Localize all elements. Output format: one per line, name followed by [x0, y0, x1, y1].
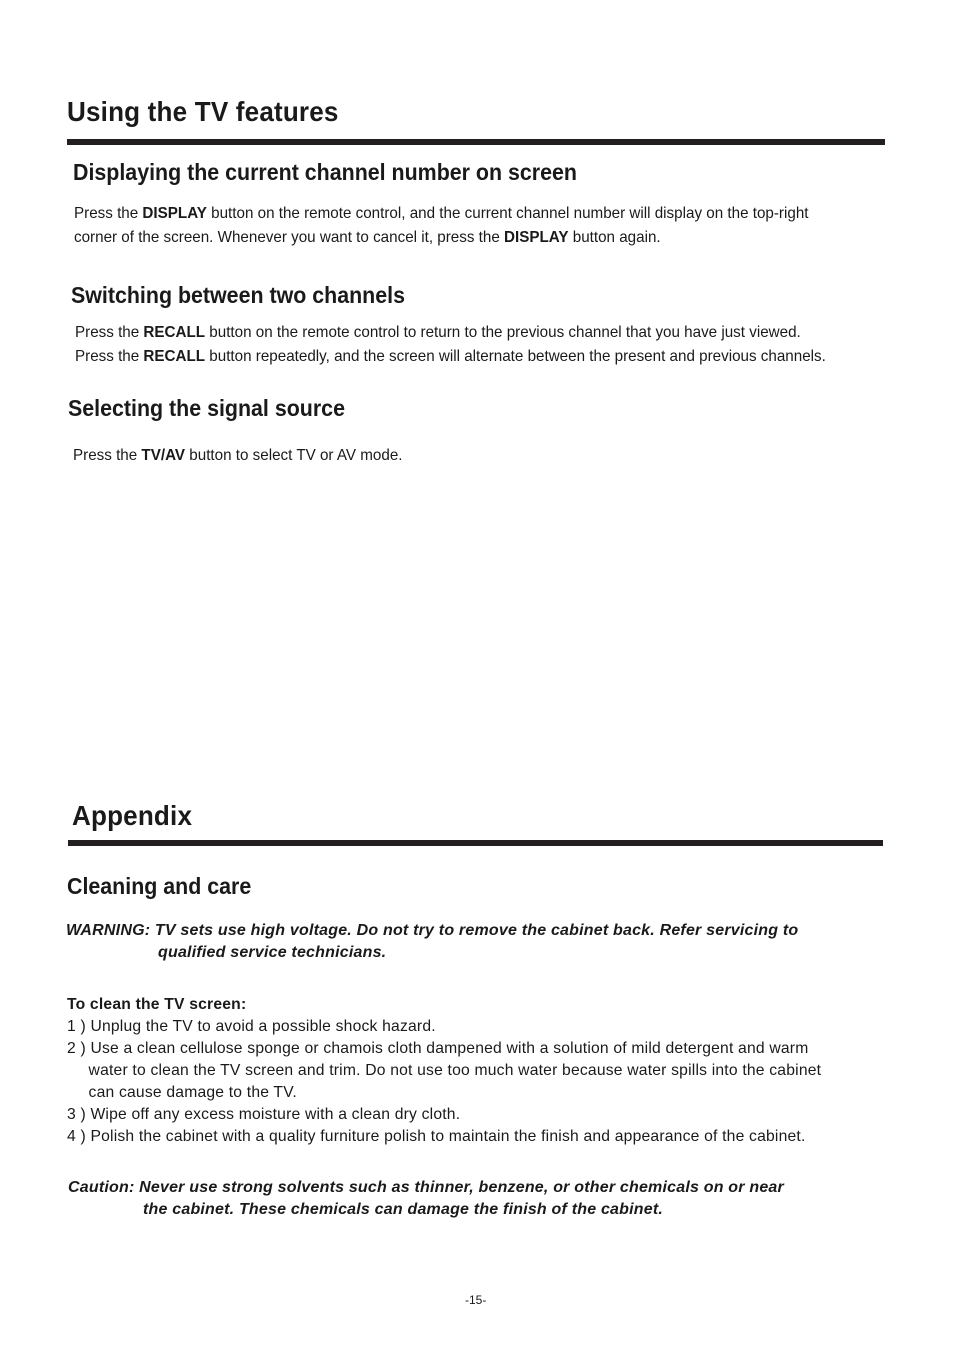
heading-signal-source: Selecting the signal source	[68, 395, 345, 421]
list-item: 1 ) Unplug the TV to avoid a possible shock hazard.	[67, 1018, 436, 1035]
section-title-appendix: Appendix	[72, 800, 193, 831]
clean-subheading: To clean the TV screen:	[67, 996, 247, 1013]
heading-switching-channels: Switching between two channels	[71, 282, 405, 308]
paragraph-display-channel	[74, 202, 809, 250]
section-title-tv-features: Using the TV features	[67, 96, 339, 127]
list-item: can cause damage to the TV.	[88, 1084, 297, 1101]
heading-display-channel: Displaying the current channel number on screen	[73, 159, 577, 185]
warning-note	[66, 920, 798, 964]
heading-cleaning-care: Cleaning and care	[67, 873, 252, 899]
paragraph-line: Press the DISPLAY button on the remote control, and the current channel number will display on the top-right	[74, 205, 809, 222]
paragraph-signal-source	[73, 444, 403, 468]
paragraph-line: Press the RECALL button repeatedly, and the screen will alternate between the present and previous channels.	[75, 348, 826, 365]
list-item: 2 ) Use a clean cellulose sponge or chamois cloth dampened with a solution of mild detergent and warm	[67, 1040, 809, 1057]
button-name: DISPLAY	[504, 229, 569, 246]
title-rule	[68, 840, 883, 846]
title-rule	[67, 139, 885, 145]
warning-line: WARNING: TV sets use high voltage. Do not try to remove the cabinet back. Refer servicing to	[66, 922, 799, 939]
warning-line: qualified service technicians.	[158, 944, 387, 961]
caution-note	[68, 1177, 784, 1221]
list-item: 4 ) Polish the cabinet with a quality furniture polish to maintain the finish and appearance of the cabinet.	[67, 1128, 806, 1145]
list-item: 3 ) Wipe off any excess moisture with a clean dry cloth.	[67, 1106, 461, 1123]
button-name: DISPLAY	[142, 205, 207, 222]
list-item: water to clean the TV screen and trim. Do not use too much water because water spills into the cabinet	[88, 1062, 822, 1079]
caution-line: Caution: Never use strong solvents such as thinner, benzene, or other chemicals on or near	[68, 1179, 784, 1196]
button-name: RECALL	[143, 324, 206, 341]
button-name: TV/AV	[141, 447, 186, 464]
cleaning-steps	[67, 994, 821, 1148]
button-name: RECALL	[143, 348, 206, 365]
paragraph-line: corner of the screen. Whenever you want to cancel it, press the DISPLAY button again.	[74, 229, 661, 246]
paragraph-line: Press the RECALL button on the remote control to return to the previous channel that you have just viewed.	[75, 324, 801, 341]
paragraph-switching-channels	[75, 321, 826, 369]
caution-line: the cabinet. These chemicals can damage the finish of the cabinet.	[143, 1201, 664, 1218]
page-number: -15-	[465, 1293, 487, 1307]
paragraph-line: Press the TV/AV button to select TV or AV mode.	[73, 447, 403, 464]
